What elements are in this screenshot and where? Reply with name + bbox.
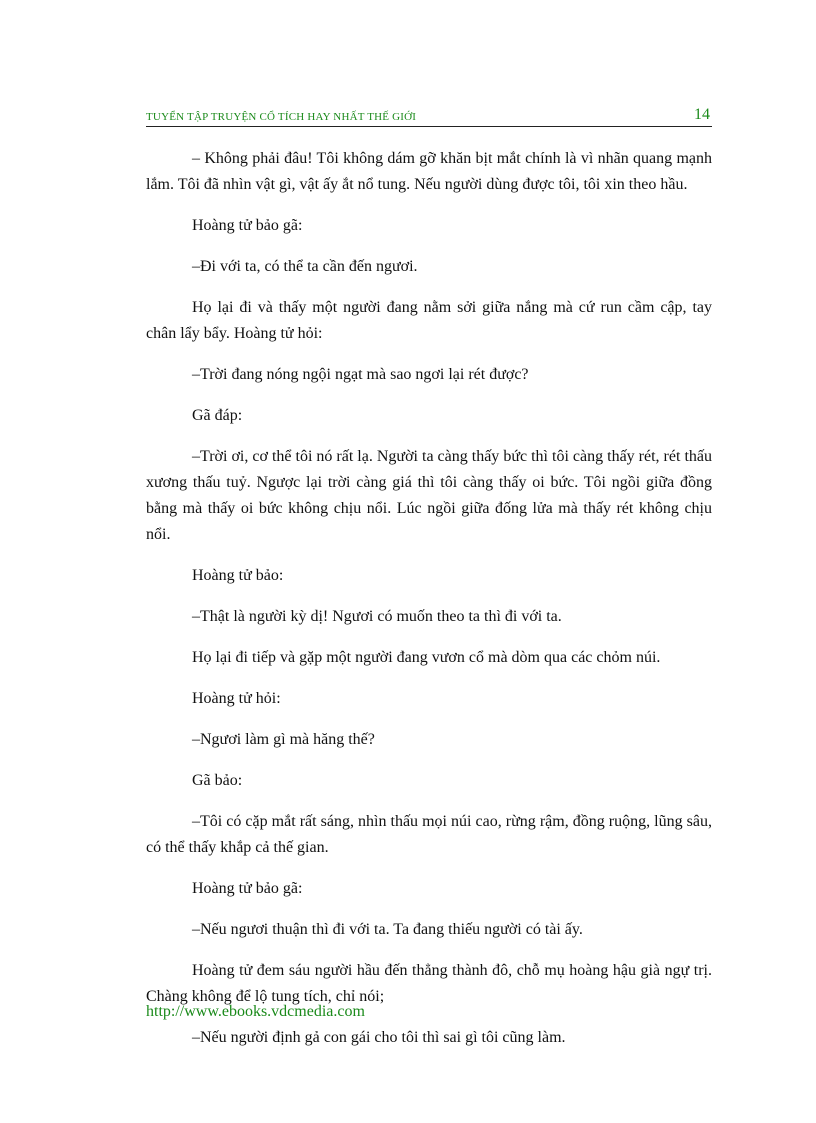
paragraph: –Đi với ta, có thể ta cần đến ngươi. xyxy=(192,258,418,275)
paragraph: –Nếu người định gả con gái cho tôi thì sai gì tôi cũng làm. xyxy=(192,1029,566,1046)
story-text xyxy=(146,146,712,1066)
paragraph: Hoàng tử đem sáu người hầu đến thẳng thành đô, chỗ mụ hoàng hậu già ngự trị. Chàng không để lộ tung tích, chỉ nói; xyxy=(146,962,712,1005)
paragraph: –Nếu ngươi thuận thì đi với ta. Ta đang thiếu người có tài ấy. xyxy=(192,921,583,938)
paragraph: –Tôi có cặp mắt rất sáng, nhìn thấu mọi núi cao, rừng rậm, đồng ruộng, lũng sâu, có thể thấy khắp cả thế gian. xyxy=(146,813,712,856)
paragraph: Hoàng tử bảo: xyxy=(192,567,284,584)
page-number: 14 xyxy=(694,106,710,123)
paragraph: Họ lại đi và thấy một người đang nằm sởi giữa nắng mà cứ run cầm cập, tay chân lẩy bẩy. Hoàng tử hỏi: xyxy=(146,299,712,342)
paragraph: Họ lại đi tiếp và gặp một người đang vươn cổ mà dòm qua các chỏm núi. xyxy=(192,649,661,666)
book-title: TUYỂN TẬP TRUYỆN CỔ TÍCH HAY NHẤT THẾ GIỚI xyxy=(146,111,417,123)
paragraph: Gã đáp: xyxy=(192,407,243,424)
paragraph: –Trời ơi, cơ thể tôi nó rất lạ. Người ta càng thấy bức thì tôi càng thấy rét, rét thấu xương thấu tuỷ. Ngược lại trời càng giá thì tôi càng thấy oi bức. Tôi ngồi giữa đồng bằng mà thấy oi bức không chịu nổi. Lúc ngồi giữa đống lửa mà thấy rét không chịu nổi. xyxy=(146,448,712,543)
paragraph: Hoàng tử bảo gã: xyxy=(192,217,303,234)
paragraph: –Ngươi làm gì mà hăng thế? xyxy=(192,731,375,748)
paragraph: Hoàng tử bảo gã: xyxy=(192,880,303,897)
page-header xyxy=(146,104,712,127)
footer-link[interactable]: http://www.ebooks.vdcmedia.com xyxy=(146,1003,365,1020)
paragraph: –Thật là người kỳ dị! Ngươi có muốn theo ta thì đi với ta. xyxy=(192,608,562,625)
paragraph: –Trời đang nóng ngội ngạt mà sao ngơi lại rét được? xyxy=(192,366,529,383)
paragraph: Gã bảo: xyxy=(192,772,243,789)
paragraph: – Không phải đâu! Tôi không dám gỡ khăn bịt mắt chính là vì nhãn quang mạnh lắm. Tôi đã nhìn vật gì, vật ấy ắt nổ tung. Nếu người dùng được tôi, tôi xin theo hầu. xyxy=(146,150,712,193)
paragraph: Hoàng tử hỏi: xyxy=(192,690,281,707)
